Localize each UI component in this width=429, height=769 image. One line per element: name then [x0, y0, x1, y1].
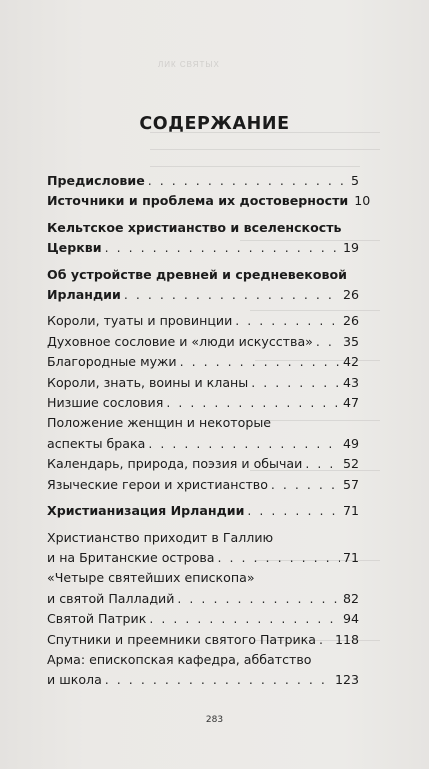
toc-entry [47, 373, 359, 393]
toc-entry-row [47, 373, 359, 393]
toc-entry-page: 43 [342, 374, 359, 390]
toc-entry [47, 311, 359, 331]
toc-entry-page: 47 [342, 395, 359, 411]
page-number: 283 [205, 715, 224, 725]
toc-entry [47, 528, 359, 569]
toc-entry-title-line: Христианство приходит в Галлию [47, 529, 274, 545]
dot-leader [148, 171, 348, 191]
table-of-contents [47, 171, 371, 691]
toc-entry-row [47, 630, 359, 650]
toc-entry-row [47, 670, 359, 690]
page-title: СОДЕРЖАНИЕ [139, 114, 290, 134]
toc-entry-row [47, 191, 371, 211]
toc-entry [47, 413, 359, 454]
dot-leader [218, 548, 340, 568]
toc-entry-page: 35 [342, 333, 359, 349]
toc-entry-title: Духовное сословие и «люди искусства» [47, 333, 313, 349]
toc-entry [47, 501, 359, 521]
toc-entry-title: и на Британские острова [47, 549, 215, 565]
toc-entry [47, 218, 359, 259]
toc-entry-row [47, 475, 359, 495]
toc-entry-row [47, 454, 359, 474]
toc-entry-row [47, 285, 359, 305]
dot-leader [316, 332, 340, 352]
toc-entry-title: аспекты брака [47, 435, 146, 451]
toc-entry-page: 82 [342, 590, 359, 606]
toc-entry-row [47, 393, 359, 413]
toc-entry-page: 26 [342, 313, 359, 329]
toc-entry [47, 332, 359, 352]
toc-entry-page: 10 [354, 193, 371, 209]
toc-entry-title: Короли, туаты и провинции [47, 313, 233, 329]
dot-leader [271, 475, 340, 495]
toc-entry [47, 393, 359, 413]
toc-entry-row [47, 238, 359, 258]
toc-entry-title: Короли, знать, воины и кланы [47, 374, 249, 390]
dot-leader [124, 285, 340, 305]
toc-entry-title-line: Арма: епископская кафедра, аббатство [47, 651, 312, 667]
toc-entry-row [47, 589, 359, 609]
toc-entry-row [47, 311, 359, 331]
toc-entry [47, 568, 359, 609]
dot-leader [177, 589, 340, 609]
toc-entry-title-line: «Четыре святейших епископа» [47, 570, 255, 586]
toc-entry-title: Источники и проблема их достоверности [47, 193, 349, 209]
dot-leader [251, 373, 340, 393]
toc-entry-page: 19 [342, 240, 359, 256]
toc-entry-title: Языческие герои и христианство [47, 476, 268, 492]
toc-entry [47, 475, 359, 495]
toc-entry [47, 265, 359, 306]
dot-leader [180, 352, 340, 372]
toc-entry-page: 5 [350, 173, 359, 188]
toc-entry-page: 123 [334, 672, 359, 688]
dot-leader [235, 311, 340, 331]
toc-entry-page: 118 [334, 631, 359, 647]
dot-leader [305, 454, 340, 474]
toc-entry [47, 191, 371, 211]
dot-leader [247, 501, 340, 521]
toc-entry-title: Спутники и преемники святого Патрика [47, 631, 316, 647]
toc-entry-row [47, 434, 359, 454]
toc-entry-title-line: Кельтское христианство и вселенскость [47, 219, 342, 235]
toc-entry-row [47, 352, 359, 372]
dot-leader [105, 238, 340, 258]
toc-entry-row [47, 501, 359, 521]
toc-entry-title: Календарь, природа, поэзия и обычаи [47, 456, 303, 472]
toc-entry-page: 26 [342, 287, 359, 303]
toc-entry [47, 454, 359, 474]
dot-leader [148, 434, 340, 454]
toc-entry-title: Благородные мужи [47, 354, 177, 370]
dot-leader [166, 393, 340, 413]
bleed-through-line [150, 166, 360, 167]
toc-entry-title: и школа [47, 672, 102, 688]
toc-entry-row [47, 609, 359, 629]
toc-entry-page: 42 [342, 354, 359, 370]
toc-entry-row [47, 548, 359, 568]
toc-entry-row [47, 171, 359, 191]
dot-leader [319, 630, 332, 650]
toc-entry-title: Предисловие [47, 173, 145, 188]
toc-entry [47, 630, 359, 650]
toc-entry-page: 71 [342, 549, 359, 565]
toc-entry-title: Церкви [47, 240, 102, 256]
toc-entry-title-line: Положение женщин и некоторые [47, 415, 272, 431]
toc-entry-page: 49 [342, 435, 359, 451]
toc-entry-page: 71 [342, 503, 359, 519]
toc-entry-page: 57 [342, 476, 359, 492]
toc-entry-title: Низшие сословия [47, 395, 164, 411]
toc-entry-title: Христианизация Ирландии [47, 503, 245, 519]
dot-leader [105, 670, 332, 690]
toc-entry [47, 609, 359, 629]
toc-entry-title: и святой Палладий [47, 590, 175, 606]
toc-entry-page: 52 [342, 456, 359, 472]
toc-entry [47, 352, 359, 372]
bleed-through-line [150, 149, 380, 150]
bleed-through-header: ЛИК СВЯТЫХ [158, 60, 220, 69]
toc-entry-page: 94 [342, 611, 359, 627]
toc-entry [47, 171, 359, 191]
toc-entry-title-line: Об устройстве древней и средневековой [47, 266, 347, 282]
toc-entry-title: Святой Патрик [47, 611, 147, 627]
toc-entry [47, 650, 359, 691]
toc-entry-title: Ирландии [47, 287, 121, 303]
toc-entry-row [47, 332, 359, 352]
dot-leader [149, 609, 340, 629]
